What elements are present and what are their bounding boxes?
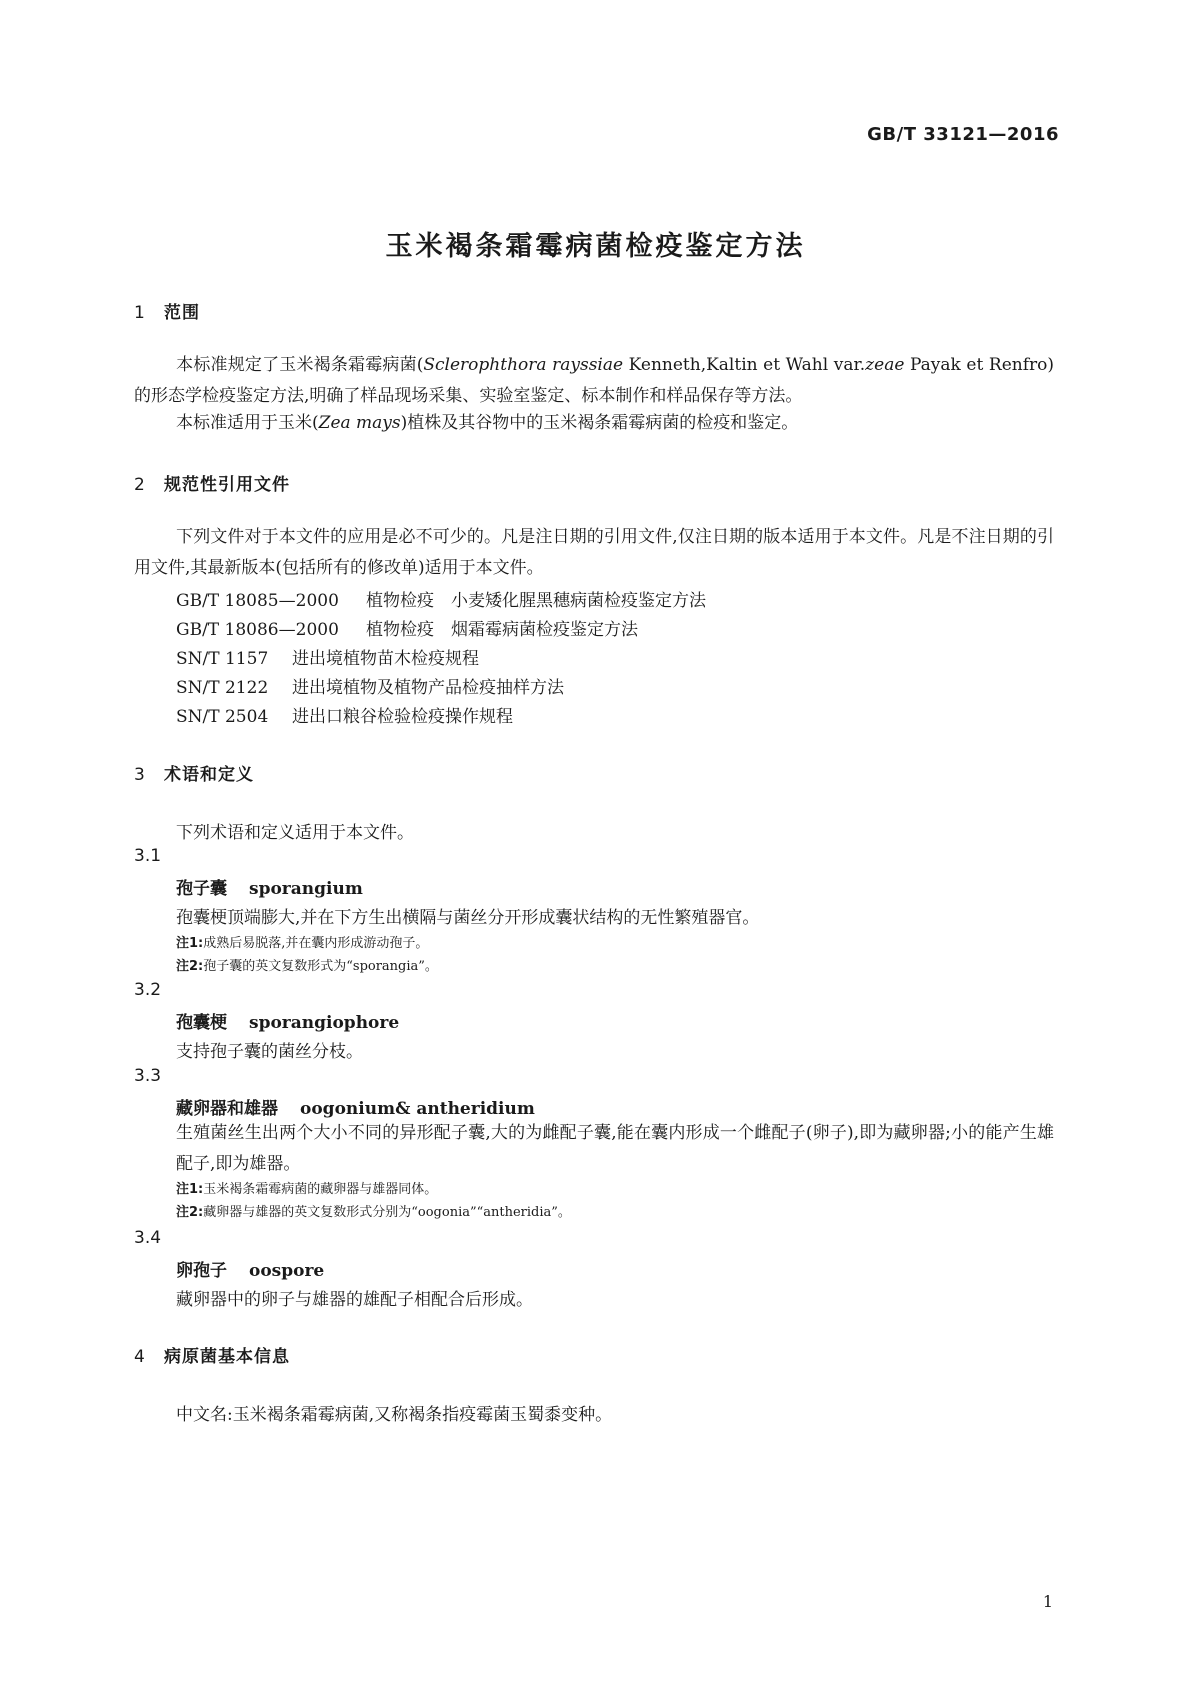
- term-definition: 生殖菌丝生出两个大小不同的异形配子囊,大的为雌配子囊,能在囊内形成一个雌配子(卵子),即为藏卵器;小的能产生雄配子,即为雄器。: [176, 1123, 1054, 1174]
- term-number: 3.1: [134, 846, 162, 866]
- term-heading: 孢子囊 sporangium: [176, 879, 363, 899]
- terms-intro: 下列术语和定义适用于本文件。: [176, 823, 414, 843]
- scope-paragraph-1: 本标准规定了玉米褐条霜霉病菌(Sclerophthora rayssiae Kenneth,Kaltin et Wahl var.zeae Payak et Renfro)的形态学检疫鉴定方法,明确了样品现场采集、实验室鉴定、标本制作和样品保存等方法。: [134, 355, 1054, 406]
- term-number: 3.2: [134, 980, 162, 1000]
- section-number: 1: [134, 303, 146, 323]
- term-definition: 支持孢子囊的菌丝分枝。: [176, 1042, 363, 1062]
- term-note: 注2:藏卵器与雄器的英文复数形式分别为“oogonia”“antheridia”。: [176, 1205, 571, 1220]
- term-heading: 卵孢子 oospore: [176, 1261, 325, 1281]
- section-heading-1: [134, 298, 200, 323]
- reference-item: GB/T 18086—2000 植物检疫 烟霜霉病菌检疫鉴定方法: [176, 620, 638, 640]
- scope-paragraph-2: 本标准适用于玉米(Zea mays)植株及其谷物中的玉米褐条霜霉病菌的检疫和鉴定。: [176, 413, 799, 433]
- term-note: 注2:孢子囊的英文复数形式为“sporangia”。: [176, 959, 438, 974]
- pathogen-chinese-name: 中文名:玉米褐条霜霉病菌,又称褐条指疫霉菌玉蜀黍变种。: [176, 1405, 613, 1425]
- term-number: 3.4: [134, 1228, 162, 1248]
- section-heading-4: 4 病原菌基本信息: [134, 1347, 290, 1367]
- term-number: 3.3: [134, 1066, 162, 1086]
- term-note: 注1:成熟后易脱落,并在囊内形成游动孢子。: [176, 936, 429, 951]
- variety-name: zeae: [865, 355, 905, 375]
- reference-item: GB/T 18085—2000 植物检疫 小麦矮化腥黑穗病菌检疫鉴定方法: [176, 591, 706, 611]
- standard-code: GB/T 33121—2016: [867, 124, 1059, 145]
- term-note: 注1:玉米褐条霜霉病菌的藏卵器与雄器同体。: [176, 1182, 438, 1197]
- section-title: 范围: [164, 303, 200, 323]
- reference-item: SN/T 2504 进出口粮谷检验检疫操作规程: [176, 707, 513, 727]
- scientific-name: Sclerophthora rayssiae: [423, 355, 624, 375]
- reference-item: SN/T 2122 进出境植物及植物产品检疫抽样方法: [176, 678, 564, 698]
- term-definition: 藏卵器中的卵子与雄器的雄配子相配合后形成。: [176, 1290, 533, 1310]
- reference-item: SN/T 1157 进出境植物苗木检疫规程: [176, 649, 479, 669]
- term-definition: 孢囊梗顶端膨大,并在下方生出横隔与菌丝分开形成囊状结构的无性繁殖器官。: [176, 908, 760, 928]
- term-heading: 藏卵器和雄器 oogonium& antheridium: [176, 1099, 535, 1119]
- host-scientific-name: Zea mays: [318, 413, 401, 433]
- page-number: 1: [1042, 1592, 1053, 1611]
- term-heading: 孢囊梗 sporangiophore: [176, 1013, 400, 1033]
- section-heading-2: 2 规范性引用文件: [134, 475, 290, 495]
- section-heading-3: 3 术语和定义: [134, 765, 254, 785]
- references-intro: 下列文件对于本文件的应用是必不可少的。凡是注日期的引用文件,仅注日期的版本适用于本文件。凡是不注日期的引用文件,其最新版本(包括所有的修改单)适用于本文件。: [134, 527, 1054, 578]
- document-title: 玉米褐条霜霉病菌检疫鉴定方法: [385, 231, 806, 262]
